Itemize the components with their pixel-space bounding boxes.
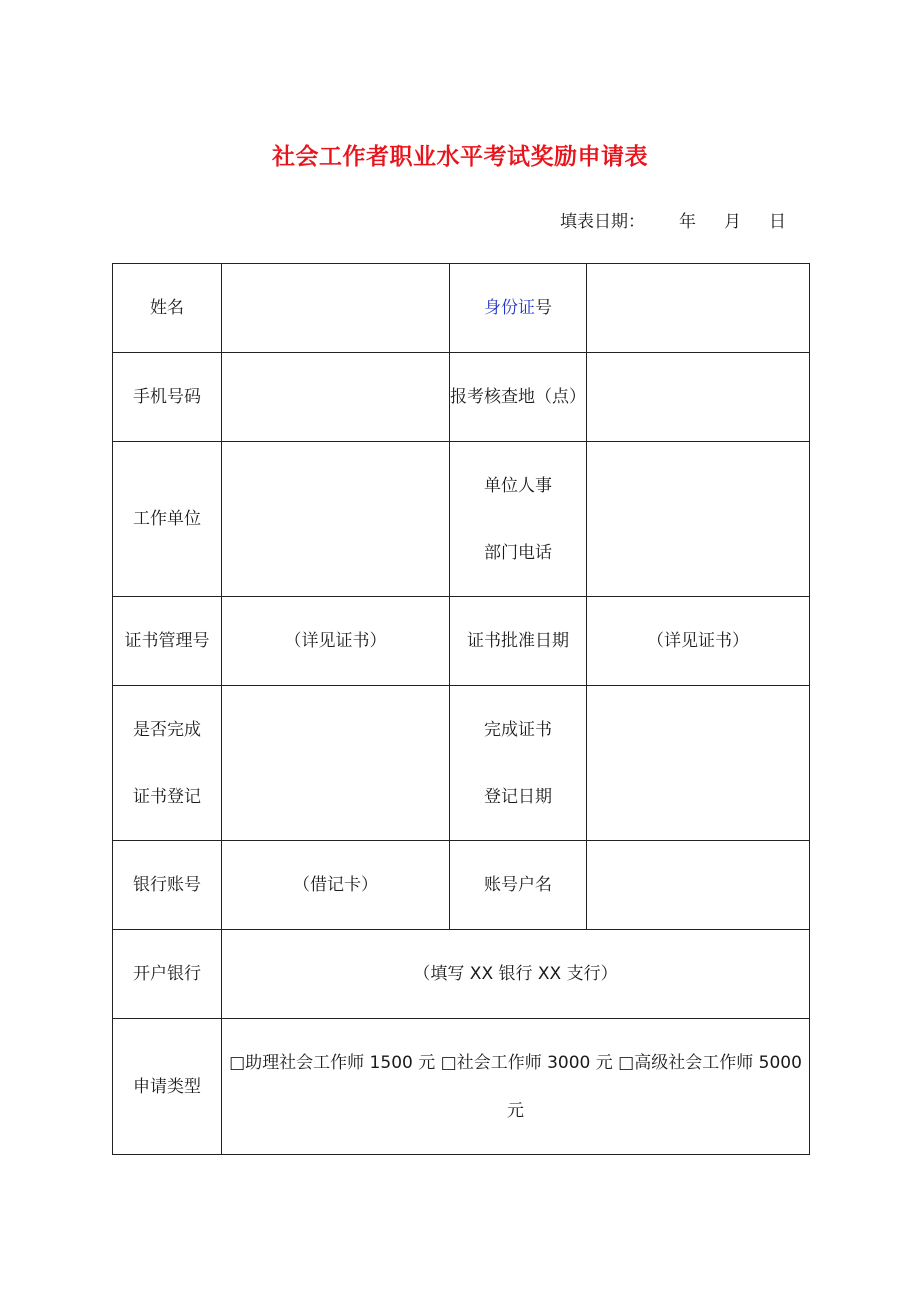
registered-field[interactable]: [222, 686, 450, 841]
cert-no-label: 证书管理号: [113, 597, 222, 686]
type-label: 申请类型: [113, 1019, 222, 1155]
account-name-label: 账号户名: [450, 841, 587, 930]
name-field[interactable]: [222, 264, 450, 353]
cert-date-label: 证书批准日期: [450, 597, 587, 686]
hr-phone-label: [450, 442, 587, 597]
reg-date-field[interactable]: [587, 686, 810, 841]
reg-date-label: [450, 686, 587, 841]
hr-phone-label-line1: 单位人事: [484, 475, 552, 496]
phone-label: 手机号码: [113, 353, 222, 442]
fill-date: [560, 210, 786, 234]
exam-site-field[interactable]: [587, 353, 810, 442]
id-number-label: [450, 264, 587, 353]
name-label: 姓名: [113, 264, 222, 353]
fill-date-year[interactable]: 年: [679, 212, 696, 232]
type-options[interactable]: [222, 1019, 810, 1155]
bank-account-label: 银行账号: [113, 841, 222, 930]
account-name-field[interactable]: [587, 841, 810, 930]
phone-field[interactable]: [222, 353, 450, 442]
registered-label: [113, 686, 222, 841]
form-row-registration: [113, 686, 810, 841]
id-number-label-suffix: 号: [535, 298, 552, 318]
form-row-bank: [113, 930, 810, 1019]
form-row-phone: [113, 353, 810, 442]
hr-phone-label-line2: 部门电话: [484, 542, 552, 563]
page-title: 社会工作者职业水平考试奖励申请表: [272, 144, 648, 170]
form-row-bank-account: [113, 841, 810, 930]
work-unit-label: 工作单位: [113, 442, 222, 597]
bank-account-field[interactable]: （借记卡）: [222, 841, 450, 930]
form-row-name: [113, 264, 810, 353]
hr-phone-field[interactable]: [587, 442, 810, 597]
bank-field[interactable]: （填写 XX 银行 XX 支行）: [222, 930, 810, 1019]
reg-date-label-line1: 完成证书: [484, 719, 552, 740]
reg-date-label-line2: 登记日期: [484, 786, 552, 807]
application-form-table: [112, 263, 810, 1155]
registered-label-line2: 证书登记: [133, 786, 201, 807]
registered-label-line1: 是否完成: [133, 719, 201, 740]
bank-label: 开户银行: [113, 930, 222, 1019]
id-number-label-highlight: 身份证: [484, 298, 535, 318]
id-number-field[interactable]: [587, 264, 810, 353]
exam-site-label: 报考核查地（点）: [450, 353, 587, 442]
cert-no-field[interactable]: （详见证书）: [222, 597, 450, 686]
fill-date-month[interactable]: 月: [724, 212, 741, 232]
fill-date-label: 填表日期：: [560, 212, 645, 232]
form-row-certificate: [113, 597, 810, 686]
fill-date-day[interactable]: 日: [769, 212, 786, 232]
form-row-work-unit: [113, 442, 810, 597]
cert-date-field[interactable]: （详见证书）: [587, 597, 810, 686]
type-options-text[interactable]: □助理社会工作师 1500 元 □社会工作师 3000 元 □高级社会工作师 5000 元: [229, 1052, 802, 1121]
form-row-application-type: [113, 1019, 810, 1155]
work-unit-field[interactable]: [222, 442, 450, 597]
